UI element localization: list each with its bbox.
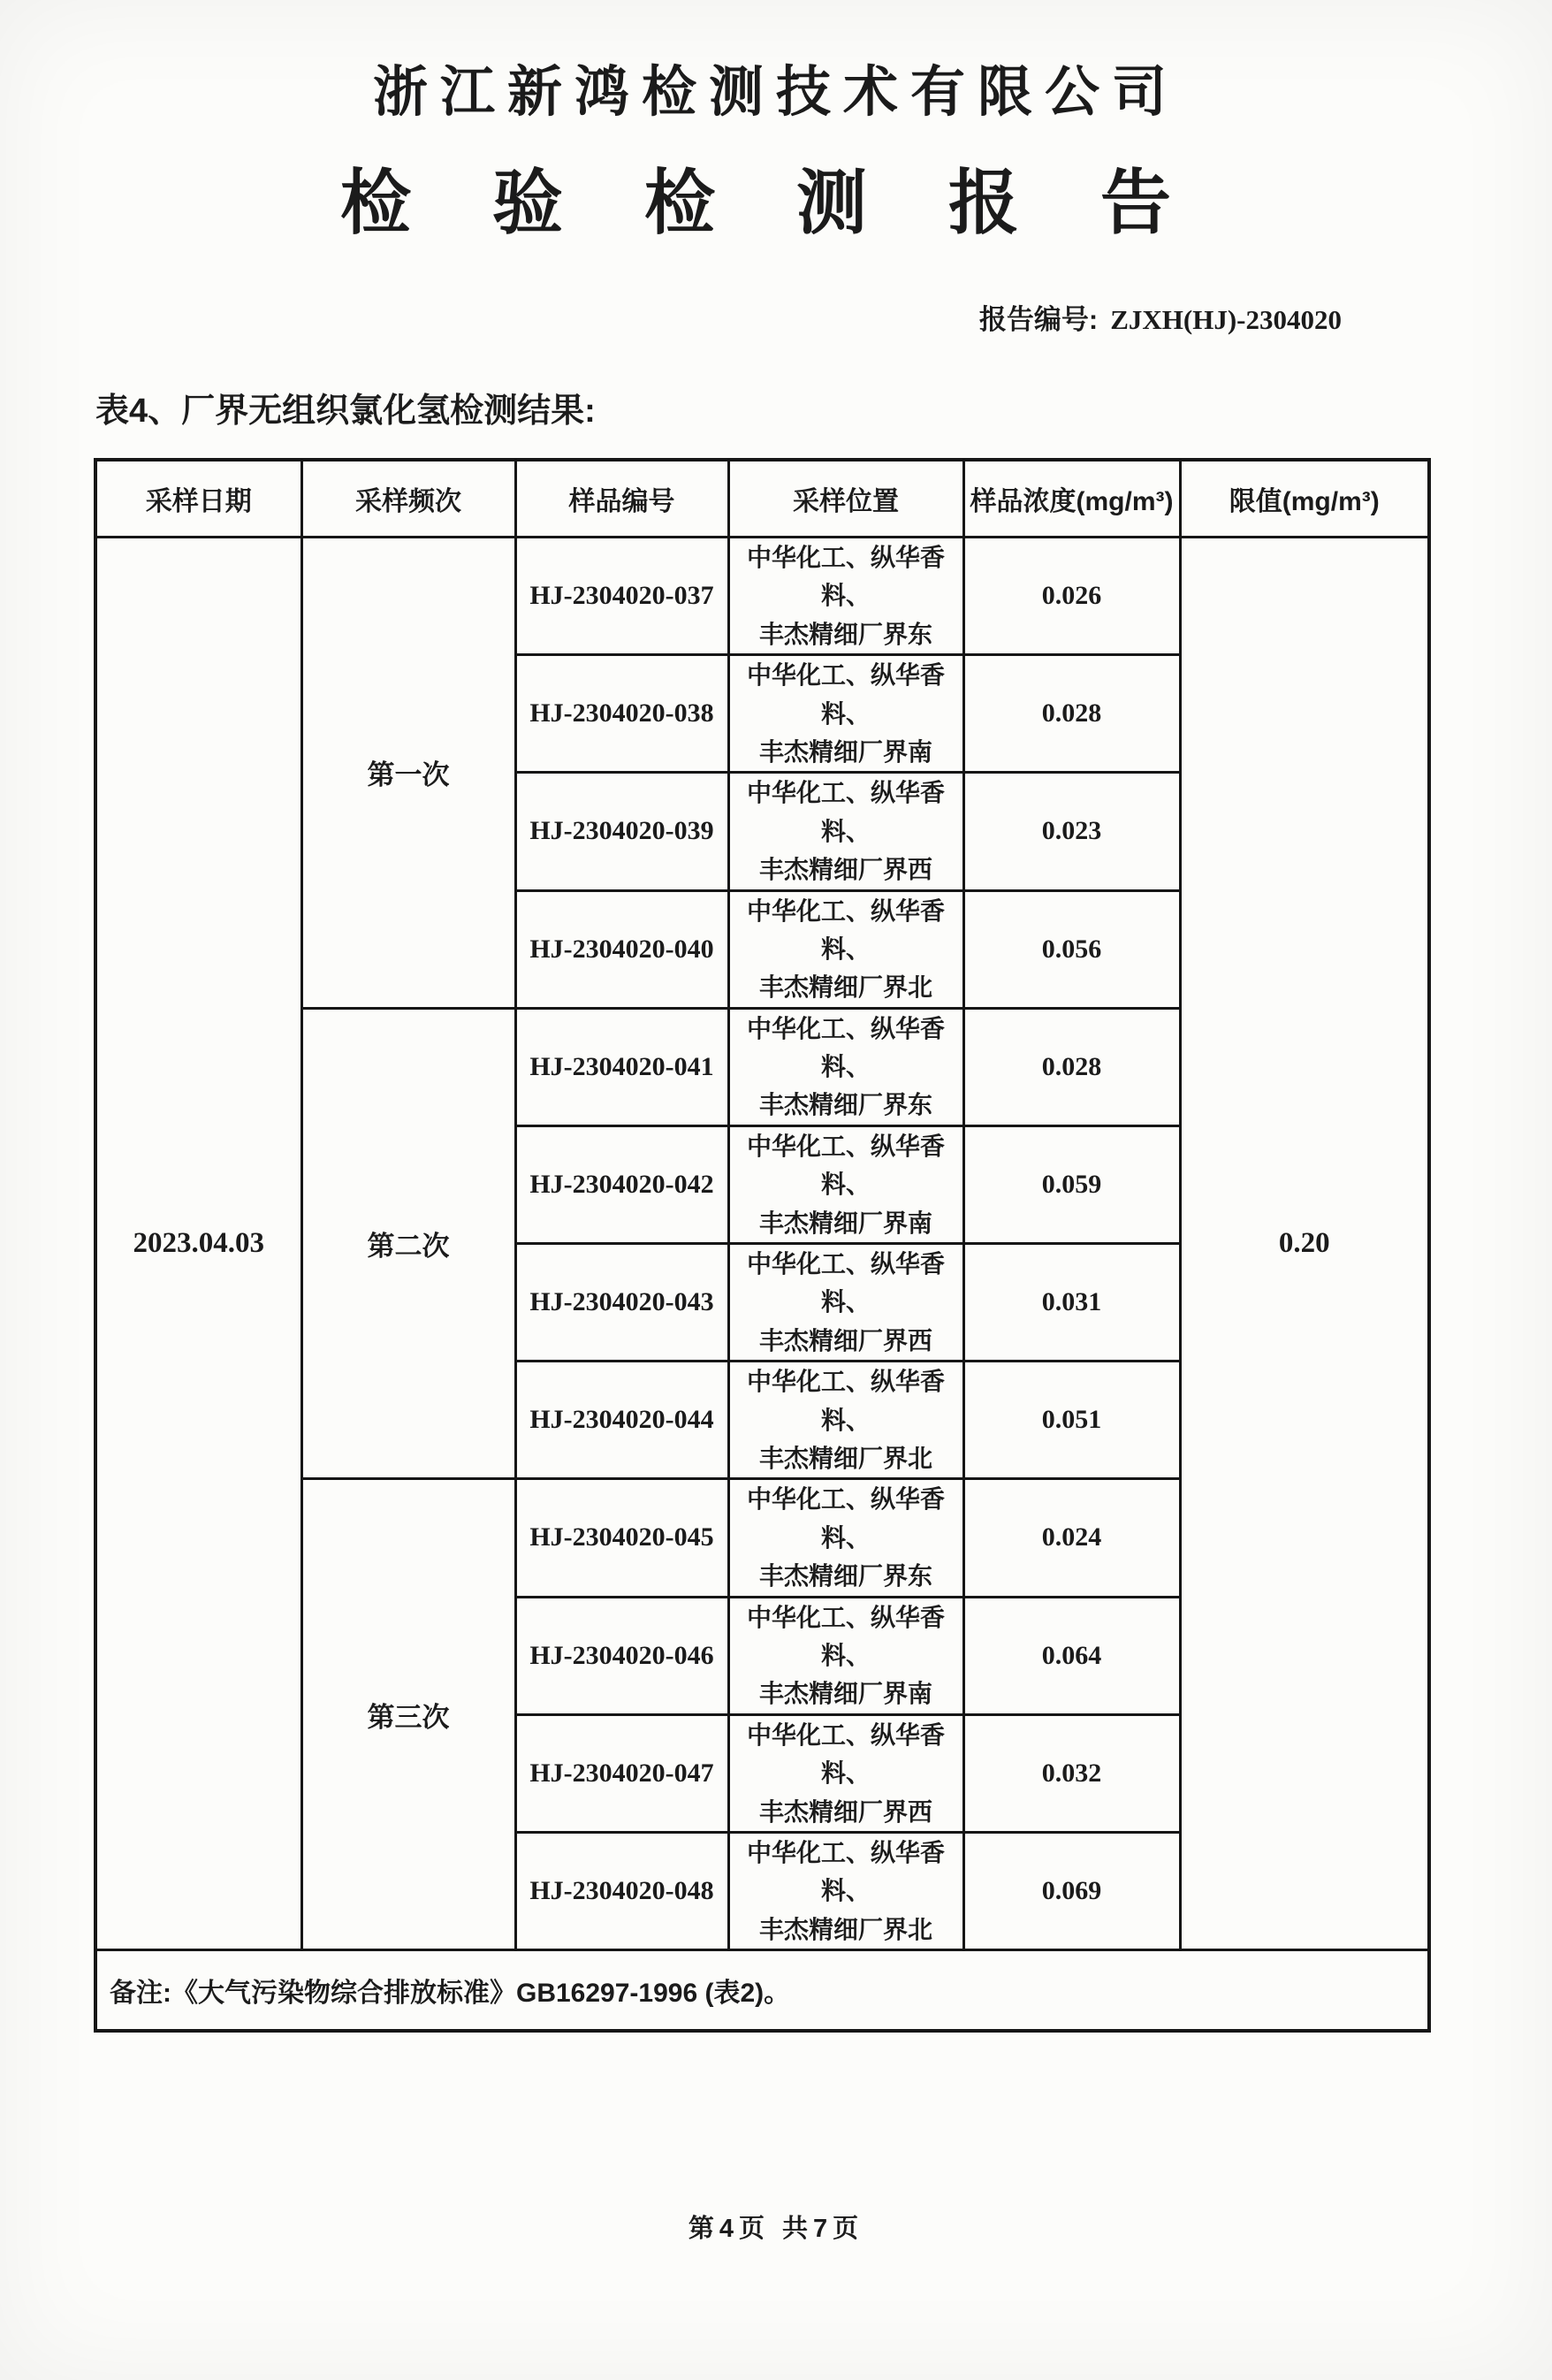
cell-location	[728, 773, 963, 890]
location-line: 丰杰精细厂界西	[758, 1797, 932, 1826]
report-number-label: 报告编号:	[978, 304, 1099, 335]
location-line: 丰杰精细厂界西	[758, 1326, 932, 1354]
header-limit-value: 限值(mg/m³)	[1180, 460, 1429, 538]
table-row	[95, 538, 1429, 655]
header-sampling-date: 采样日期	[95, 460, 301, 538]
cell-sample-id: HJ-2304020-042	[515, 1125, 728, 1243]
cell-location	[728, 1125, 963, 1243]
cell-location	[728, 1714, 963, 1832]
location-line: 中华化工、纵华香料、	[746, 1368, 945, 1434]
location-line: 中华化工、纵华香料、	[746, 779, 945, 845]
cell-location	[728, 1832, 963, 1949]
cell-location	[728, 1244, 963, 1362]
location-line: 丰杰精细厂界南	[758, 737, 932, 766]
location-line: 中华化工、纵华香料、	[746, 896, 945, 963]
cell-sample-id: HJ-2304020-037	[515, 538, 728, 655]
cell-concentration: 0.056	[963, 890, 1180, 1008]
cell-sample-id: HJ-2304020-046	[515, 1597, 728, 1714]
cell-location	[728, 538, 963, 655]
cell-sample-id: HJ-2304020-039	[515, 773, 728, 890]
cell-sample-id: HJ-2304020-040	[515, 890, 728, 1008]
location-line: 丰杰精细厂界东	[758, 1562, 932, 1590]
header-sample-id: 样品编号	[515, 460, 728, 538]
cell-sample-id: HJ-2304020-038	[515, 655, 728, 773]
location-line: 中华化工、纵华香料、	[746, 1250, 945, 1316]
location-line: 中华化工、纵华香料、	[746, 1603, 945, 1669]
page-number: 第4页 共7页	[688, 2215, 864, 2243]
cell-concentration: 0.024	[963, 1479, 1180, 1597]
cell-concentration: 0.026	[963, 538, 1180, 655]
location-line: 中华化工、纵华香料、	[746, 544, 945, 610]
location-line: 丰杰精细厂界北	[758, 1915, 932, 1943]
location-line: 丰杰精细厂界南	[758, 1209, 932, 1237]
cell-sample-id: HJ-2304020-044	[515, 1362, 728, 1479]
cell-limit: 0.20	[1180, 538, 1429, 1950]
header-sampling-frequency: 采样频次	[301, 460, 515, 538]
cell-sample-id: HJ-2304020-045	[515, 1479, 728, 1597]
cell-location	[728, 1479, 963, 1597]
location-line: 丰杰精细厂界东	[758, 620, 932, 648]
cell-frequency-2: 第二次	[301, 1008, 515, 1479]
header-sampling-location: 采样位置	[728, 460, 963, 538]
cell-sample-id: HJ-2304020-043	[515, 1244, 728, 1362]
location-line: 丰杰精细厂界西	[758, 856, 932, 884]
report-title: 检验检测报告	[340, 165, 1252, 243]
location-line: 中华化工、纵华香料、	[746, 1014, 945, 1081]
results-table	[94, 458, 1431, 2033]
cell-concentration: 0.028	[963, 1008, 1180, 1125]
cell-concentration: 0.023	[963, 773, 1180, 890]
location-line: 中华化工、纵华香料、	[746, 1132, 945, 1199]
table-caption: 表4、厂界无组织氯化氢检测结果:	[95, 393, 596, 430]
cell-concentration: 0.028	[963, 655, 1180, 773]
header-sample-concentration: 样品浓度(mg/m³)	[963, 460, 1180, 538]
location-line: 丰杰精细厂界东	[758, 1091, 932, 1119]
location-line: 中华化工、纵华香料、	[746, 1838, 945, 1905]
cell-sample-id: HJ-2304020-047	[515, 1714, 728, 1832]
report-number-line	[0, 297, 1552, 337]
cell-location	[728, 1008, 963, 1125]
location-line: 丰杰精细厂界南	[758, 1680, 932, 1708]
cell-sample-id: HJ-2304020-048	[515, 1832, 728, 1949]
location-line: 中华化工、纵华香料、	[746, 1720, 945, 1788]
cell-concentration: 0.069	[963, 1832, 1180, 1949]
location-line: 中华化工、纵华香料、	[746, 1485, 945, 1552]
location-line: 丰杰精细厂界北	[758, 1444, 932, 1472]
company-title: 浙江新鸿检测技术有限公司	[372, 63, 1179, 123]
cell-note: 备注:《大气污染物综合排放标准》GB16297-1996 (表2)。	[95, 1950, 1429, 2032]
cell-location	[728, 1362, 963, 1479]
report-number-value: ZJXH(HJ)-2304020	[1110, 304, 1342, 335]
cell-concentration: 0.051	[963, 1362, 1180, 1479]
location-line: 丰杰精细厂界北	[758, 973, 932, 1002]
cell-sample-id: HJ-2304020-041	[515, 1008, 728, 1125]
cell-frequency-3: 第三次	[301, 1479, 515, 1950]
cell-location	[728, 655, 963, 773]
cell-concentration: 0.064	[963, 1597, 1180, 1714]
location-line: 中华化工、纵华香料、	[746, 661, 945, 728]
cell-location	[728, 1597, 963, 1714]
table-note-row	[95, 1950, 1429, 2032]
cell-sampling-date: 2023.04.03	[95, 538, 301, 1950]
cell-concentration: 0.059	[963, 1125, 1180, 1243]
cell-location	[728, 890, 963, 1008]
cell-concentration: 0.031	[963, 1244, 1180, 1362]
cell-frequency-1: 第一次	[301, 538, 515, 1009]
table-header-row	[95, 460, 1429, 538]
cell-concentration: 0.032	[963, 1714, 1180, 1832]
